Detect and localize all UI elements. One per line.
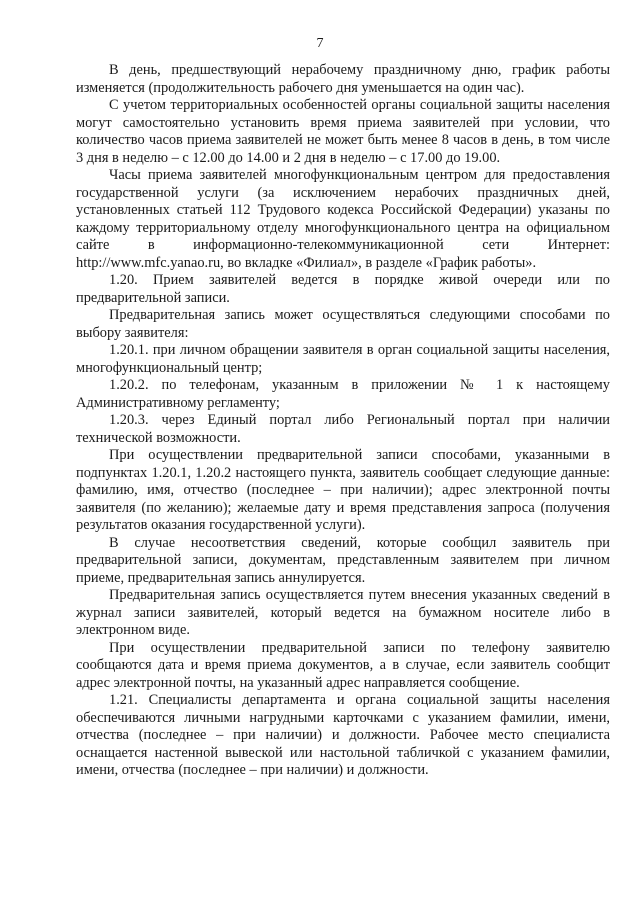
paragraph-1-20-1: 1.20.1. при личном обращении заявителя в орган социальной защиты населения, многофункциональный центр; [76,342,610,376]
paragraph-1-20-2: 1.20.2. по телефонам, указанным в приложении № 1 к настоящему Административному регламенту; [76,377,610,411]
paragraph-preregistration-methods: Предварительная запись может осуществляться следующими способами по выбору заявителя: [76,307,610,341]
paragraph-territorial-hours: С учетом территориальных особенностей органы социальной защиты населения могут самостоятельно установить время приема заявителей при условии, что количество часов приема заявителей не может быть менее 8 часов в день, в том числе 3 дня в неделю – с 12.00 до 14.00 и 2 дня в неделю – с 17.00 до 19.00. [76,97,610,166]
paragraph-journal: Предварительная запись осуществляется путем внесения указанных сведений в журнал записи заявителей, который ведется на бумажном носителе либо в электронном виде. [76,587,610,638]
paragraph-phone-notice: При осуществлении предварительной записи по телефону заявителю сообщаются дата и время приема документов, а в случае, если заявитель сообщит адрес электронной почты, на указанный адрес направляется сообщение. [76,639,610,691]
page-number: 7 [316,36,324,51]
paragraph-1-20-3: 1.20.3. через Единый портал либо Региональный портал при наличии технической возможности. [76,412,610,446]
paragraph-1-20: 1.20. Прием заявителей ведется в порядке живой очереди или по предварительной записи. [76,272,610,306]
paragraph-mfc-hours: Часы приема заявителей многофункциональным центром для предоставления государственной услуги (за исключением нерабочих праздничных дней, установленных статьей 112 Трудового кодекса Российской Федерации) указаны по каждому территориальному отделу многофункционального центра на официальном сайте в информационно-телекоммуникационной сети Интернет: http://www.mfc.yanao.ru, во вкладке «Филиал», в разделе «График работы». [76,167,610,271]
paragraph-1-21: 1.21. Специалисты департамента и органа социальной защиты населения обеспечиваются личными нагрудными карточками с указанием фамилии, имени, отчества (последнее – при наличии) и должности. Рабочее место специалиста оснащается настенной вывеской или настольной табличкой с указанием фамилии, имени, отчества (последнее – при наличии) и должности. [76,692,610,778]
paragraph-applicant-data: При осуществлении предварительной записи способами, указанными в подпунктах 1.20.1, 1.20.2 настоящего пункта, заявитель сообщает следующие данные: фамилию, имя, отчество (последнее – при наличии); адрес электронной почты заявителя (по желанию); желаемые дату и время представления запроса (получения результатов оказания государственной услуги). [76,447,610,533]
document-body [76,62,610,780]
paragraph-holiday-schedule: В день, предшествующий нерабочему праздничному дню, график работы изменяется (продолжительность рабочего дня уменьшается на один час). [76,62,610,96]
paragraph-mismatch: В случае несоответствия сведений, которые сообщил заявитель при предварительной записи, документам, представленным заявителем при личном приеме, предварительная запись аннулируется. [76,534,610,586]
